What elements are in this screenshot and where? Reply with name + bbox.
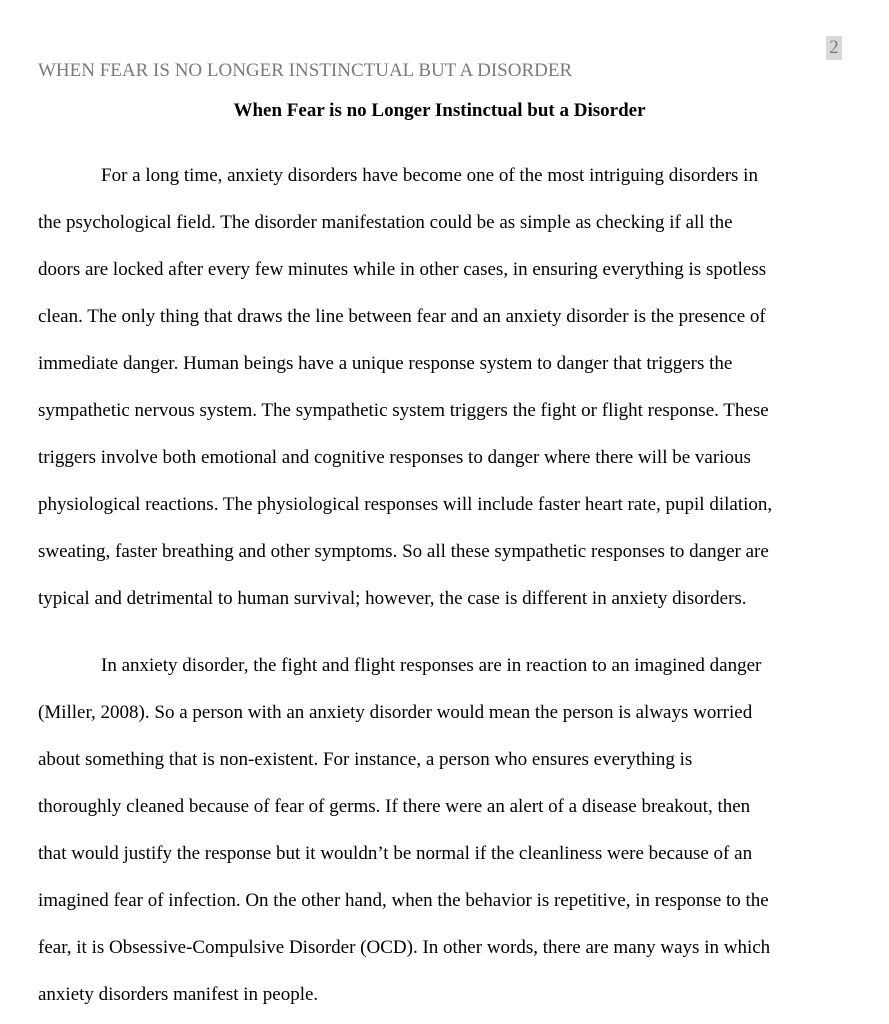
paragraph-line: doors are locked after every few minutes while in other cases, in ensuring everything is spotless	[38, 259, 767, 280]
paragraph-line: imagined fear of infection. On the other hand, when the behavior is repetitive, in response to the	[38, 890, 769, 911]
paragraph-line: fear, it is Obsessive-Compulsive Disorder (OCD). In other words, there are many ways in which	[38, 937, 771, 958]
document-title: When Fear is no Longer Instinctual but a Disorder	[233, 100, 646, 121]
paragraph-line: (Miller, 2008). So a person with an anxiety disorder would mean the person is always worried	[38, 702, 753, 723]
paragraph-line: In anxiety disorder, the fight and flight responses are in reaction to an imagined danger	[101, 655, 762, 676]
paragraph-line: immediate danger. Human beings have a unique response system to danger that triggers the	[38, 353, 733, 374]
paragraph-line: anxiety disorders manifest in people.	[38, 984, 319, 1005]
paragraph-line: sweating, faster breathing and other symptoms. So all these sympathetic responses to danger are	[38, 541, 769, 562]
paragraph-line: that would justify the response but it wouldn’t be normal if the cleanliness were because of an	[38, 843, 753, 864]
paragraph-1	[38, 152, 858, 622]
paragraph-line: sympathetic nervous system. The sympathetic system triggers the fight or flight response. These	[38, 400, 769, 421]
paragraph-line: the psychological field. The disorder manifestation could be as simple as checking if all the	[38, 212, 733, 233]
page-number: 2	[826, 36, 842, 60]
paragraph-line: For a long time, anxiety disorders have become one of the most intriguing disorders in	[101, 165, 758, 186]
paragraph-line: triggers involve both emotional and cognitive responses to danger where there will be various	[38, 447, 751, 468]
paragraph-line: typical and detrimental to human survival; however, the case is different in anxiety disorders.	[38, 588, 747, 609]
paragraph-line: clean. The only thing that draws the line between fear and an anxiety disorder is the presence of	[38, 306, 766, 327]
paragraph-line: physiological reactions. The physiological responses will include faster heart rate, pupil dilation,	[38, 494, 773, 515]
paragraph-2	[38, 642, 858, 1018]
paragraph-line: about something that is non-existent. For instance, a person who ensures everything is	[38, 749, 693, 770]
running-head: WHEN FEAR IS NO LONGER INSTINCTUAL BUT A DISORDER	[38, 60, 573, 81]
paragraph-line: thoroughly cleaned because of fear of germs. If there were an alert of a disease breakout, then	[38, 796, 751, 817]
